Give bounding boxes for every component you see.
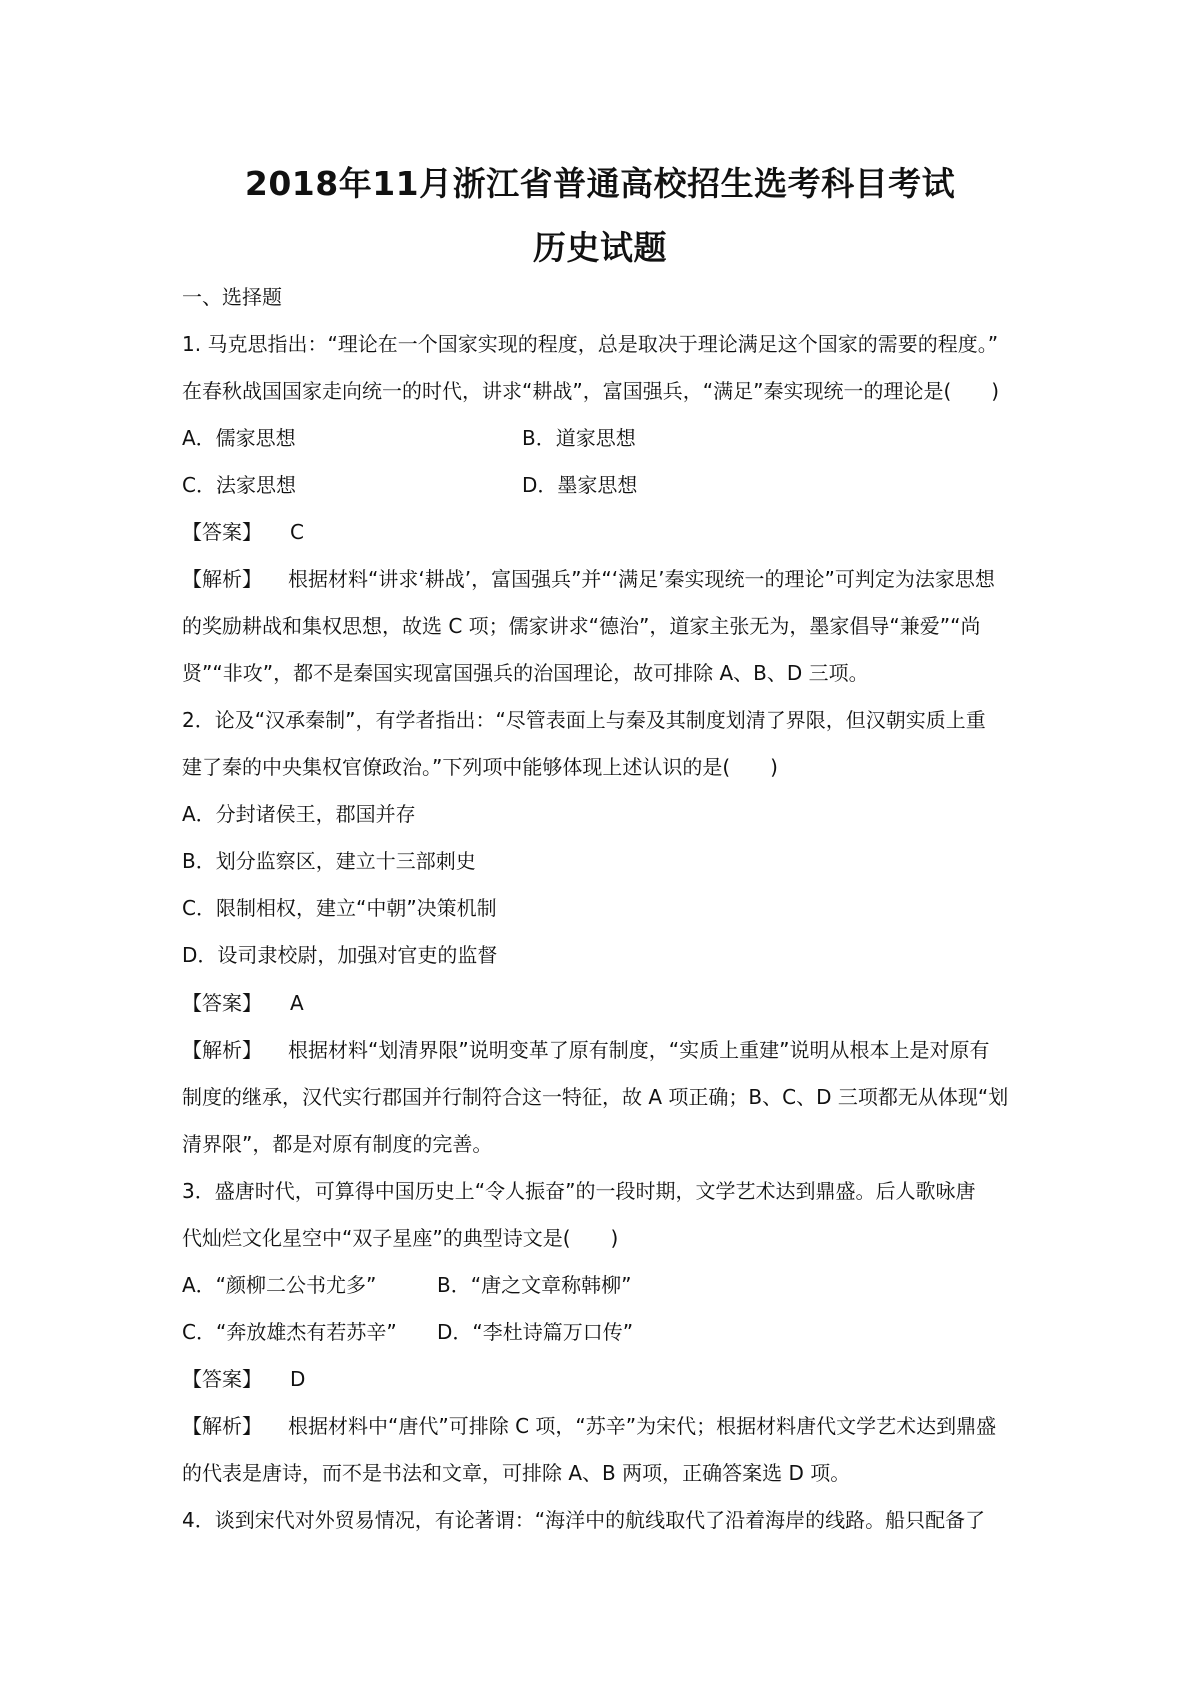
q2-analysis-line-1 (182, 1037, 989, 1063)
q2-answer (182, 990, 304, 1016)
analysis-text: 根据材料“讲求‘耕战’，富国强兵”并“‘满足’秦实现统一的理论”可判定为法家思想 (288, 567, 995, 591)
q2-option-c: C．限制相权，建立“中朝”决策机制 (182, 896, 497, 920)
q3-stem-line-2: 代灿烂文化星空中“双子星座”的典型诗文是( ) (182, 1226, 619, 1250)
section-heading: 一、选择题 (182, 285, 282, 309)
answer-label: 【答案】 (182, 1367, 262, 1391)
q1-answer (182, 519, 304, 545)
q3-analysis-line-1 (182, 1413, 996, 1439)
answer-label: 【答案】 (182, 991, 262, 1015)
q1-analysis-line-1 (182, 566, 995, 592)
q4-stem-line-1: 4．谈到宋代对外贸易情况，有论著谓：“海洋中的航线取代了沿着海岸的线路。船只配备了 (182, 1508, 986, 1532)
q2-stem-line-1: 2．论及“汉承秦制”，有学者指出：“尽管表面上与秦及其制度划清了界限，但汉朝实质上重 (182, 708, 986, 732)
q2-stem-line-2: 建了秦的中央集权官僚政治。”下列项中能够体现上述认识的是( ) (182, 755, 778, 779)
q3-option-c: C．“奔放雄杰有若苏辛” (182, 1320, 397, 1344)
q1-analysis-line-2: 的奖励耕战和集权思想，故选 C 项；儒家讲求“德治”，道家主张无为，墨家倡导“兼爱”“尚 (182, 614, 981, 638)
q3-option-a: A．“颜柳二公书尤多” (182, 1273, 377, 1297)
q1-analysis-line-3: 贤”“非攻”，都不是秦国实现富国强兵的治国理论，故可排除 A、B、D 三项。 (182, 661, 869, 685)
q2-option-a: A．分封诸侯王，郡国并存 (182, 802, 416, 826)
q1-option-c: C．法家思想 (182, 473, 296, 497)
q3-stem-line-1: 3．盛唐时代，可算得中国历史上“令人振奋”的一段时期，文学艺术达到鼎盛。后人歌咏唐 (182, 1179, 976, 1203)
q1-stem-line-2: 在春秋战国国家走向统一的时代，讲求“耕战”，富国强兵，“满足”秦实现统一的理论是( ) (182, 379, 1000, 403)
analysis-label: 【解析】 (182, 1414, 262, 1438)
q1-option-d: D．墨家思想 (522, 473, 638, 497)
q2-analysis-line-2: 制度的继承，汉代实行郡国并行制符合这一特征，故 A 项正确；B、C、D 三项都无从体现“划 (182, 1085, 1009, 1109)
q3-option-d: D．“李杜诗篇万口传” (437, 1320, 634, 1344)
page-subtitle: 历史试题 (533, 228, 667, 267)
q1-stem-line-1: 1. 马克思指出：“理论在一个国家实现的程度，总是取决于理论满足这个国家的需要的程度。” (182, 332, 999, 356)
answer-value: C (290, 520, 304, 544)
analysis-label: 【解析】 (182, 1038, 262, 1062)
q2-option-b: B．划分监察区，建立十三部刺史 (182, 849, 476, 873)
q3-analysis-line-2: 的代表是唐诗，而不是书法和文章，可排除 A、B 两项，正确答案选 D 项。 (182, 1461, 851, 1485)
analysis-text: 根据材料“划清界限”说明变革了原有制度，“实质上重建”说明从根本上是对原有 (288, 1038, 990, 1062)
page-title: 2018年11月浙江省普通高校招生选考科目考试 (244, 164, 956, 203)
analysis-label: 【解析】 (182, 567, 262, 591)
q1-option-a: A．儒家思想 (182, 426, 296, 450)
q3-answer (182, 1366, 305, 1392)
q1-option-b: B．道家思想 (522, 426, 636, 450)
analysis-text: 根据材料中“唐代”可排除 C 项，“苏辛”为宋代；根据材料唐代文学艺术达到鼎盛 (288, 1414, 997, 1438)
answer-label: 【答案】 (182, 520, 262, 544)
q2-option-d: D．设司隶校尉，加强对官吏的监督 (182, 943, 498, 967)
q2-analysis-line-3: 清界限”，都是对原有制度的完善。 (182, 1132, 493, 1156)
q3-option-b: B．“唐之文章称韩柳” (437, 1273, 632, 1297)
answer-value: D (290, 1367, 306, 1391)
answer-value: A (290, 991, 304, 1015)
